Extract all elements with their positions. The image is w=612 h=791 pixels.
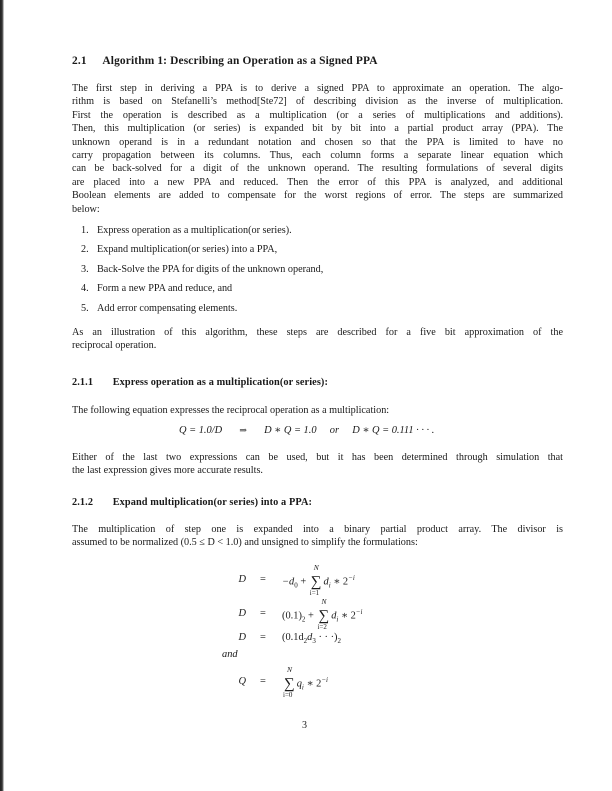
equation-part: Q = 1.0/D (179, 425, 223, 436)
list-number: 4. (81, 283, 89, 295)
subsection1-after (72, 451, 563, 478)
equation-rhs (282, 597, 363, 632)
term: d (307, 632, 313, 643)
subscript: 0 (294, 581, 298, 590)
equation-relation: = (260, 574, 266, 585)
summation-sign: ∑ N i=0 (283, 665, 295, 700)
equation-lhs: D (238, 608, 246, 619)
list-item (81, 283, 551, 302)
paragraph-line: rithm is based on Stefanelli’s method[Ste72] of describing division as the inverse of multiplication. (72, 96, 563, 108)
equation-array (222, 562, 430, 722)
paragraph-line: Either of the last two expressions can be used, but it has been determined through simulation that (72, 452, 563, 463)
paragraph-line: The first step in deriving a PPA is to derive a signed PPA to approximate an operation. The algo- (72, 83, 563, 94)
term: · · ·) (315, 632, 338, 643)
equation-lhs: D (238, 632, 246, 643)
term: ∗ 2 (330, 576, 349, 588)
implies-arrow: ⇒ (239, 425, 247, 435)
equation-rhs (282, 665, 328, 700)
section-title: Algorithm 1: Describing an Operation as a Signed PPA (102, 55, 378, 67)
equation-part: D ∗ Q = 1.0 (264, 425, 317, 436)
reciprocal-equation (179, 424, 434, 436)
subscript: 2 (337, 637, 341, 646)
paragraph-line: below: (72, 203, 100, 215)
equation-rhs (282, 632, 341, 645)
section-number: 2.1 (72, 55, 87, 67)
list-text: Add error compensating elements. (97, 302, 238, 314)
term: q (296, 678, 302, 690)
list-number: 2. (81, 244, 89, 256)
paragraph-line: Boolean elements are added to compensate for the worst regions of error. The steps are summarized (72, 190, 563, 202)
term: ∗ 2 (338, 610, 356, 622)
paragraph-line: unknown operand is in a redundant notation and chosen so that the PPA is limited to have no (72, 136, 563, 148)
list-number: 5. (81, 302, 89, 314)
paragraph-line: carry propagation between its columns. Thus, each column forms a separate linear equation which (72, 149, 563, 161)
list-text: Expand multiplication(or series) into a PPA, (97, 244, 278, 256)
list-text: Back-Solve the PPA for digits of the unknown operand, (97, 263, 324, 275)
equation-relation: = (260, 608, 266, 619)
term: (0.1) (282, 610, 302, 622)
subscript: i (301, 683, 304, 692)
equation-rhs (282, 563, 355, 598)
summation-sign: ∑ N i=2 (317, 597, 330, 632)
sum-upper-limit: N (321, 597, 327, 607)
intro-paragraph (72, 82, 563, 216)
subscript: 2 (301, 615, 306, 624)
term: (0.1d (282, 632, 304, 643)
page-number: 3 (302, 720, 307, 731)
section-heading (72, 55, 378, 67)
equation-or: or (329, 425, 340, 436)
operator: + (305, 610, 317, 622)
list-item (81, 244, 551, 263)
list-text: Express operation as a multiplication(or series). (97, 225, 292, 236)
superscript: −i (355, 608, 363, 616)
sum-upper-limit: N (313, 563, 319, 573)
paragraph-line: reciprocal operation. (72, 340, 157, 352)
subscript: i (336, 615, 339, 624)
subsection-number: 2.1.2 (72, 497, 94, 508)
subsection2-lead (72, 523, 563, 550)
subsection-heading-2-1-1 (72, 377, 328, 388)
equation-relation: = (260, 676, 266, 687)
equation-lhs: D (238, 574, 246, 585)
paragraph-line: The following equation expresses the reciprocal operation as a multiplication: (72, 405, 390, 416)
term: ∗ 2 (303, 678, 322, 690)
list-item (81, 264, 551, 283)
paragraph-line: Then, this multiplication (or series) is expanded bit by bit into a partial product array (PPA). The (72, 123, 563, 135)
and-label: and (222, 649, 238, 660)
paragraph-line: First the operation is described as a multiplication (or a series of multiplications and additions). (72, 109, 563, 121)
sum-lower-limit: i=2 (317, 623, 327, 632)
equation-lhs: Q (238, 676, 246, 687)
paragraph-line: assumed to be normalized (0.5 ≤ D < 1.0) and unsigned to simplify the formulations: (72, 537, 418, 549)
equation-part: D ∗ Q = 0.111 · · · . (352, 425, 435, 436)
list-item (81, 303, 551, 322)
subsection-title: Expand multiplication(or series) into a PPA: (112, 497, 313, 508)
sum-lower-limit: i=0 (283, 691, 293, 700)
sum-upper-limit: N (287, 665, 293, 675)
illustration-paragraph (72, 326, 563, 353)
term: −d (282, 576, 295, 588)
paragraph-line: are placed into a new PPA and reduced. Then the error of this PPA is analyzed, and additional (72, 176, 563, 188)
operator: + (297, 576, 309, 588)
paragraph-line: the last expression gives more accurate results. (72, 465, 263, 477)
subscript: i (328, 581, 331, 590)
paragraph-line: As an illustration of this algorithm, these steps are described for a five bit approximation of the (72, 327, 563, 338)
paragraph-line: The multiplication of step one is expanded into a binary partial product array. The divisor is (72, 524, 563, 535)
subsection-heading-2-1-2 (72, 497, 312, 508)
equation-relation: = (260, 632, 266, 643)
subscript: 3 (312, 637, 316, 646)
subscript: 2 (303, 637, 308, 646)
subsection-number: 2.1.1 (72, 377, 94, 388)
list-item (81, 225, 551, 244)
subsection-title: Express operation as a multiplication(or series): (112, 377, 328, 388)
superscript: −i (348, 574, 355, 582)
subsection1-lead (72, 404, 563, 417)
sum-lower-limit: i=1 (309, 589, 320, 598)
list-number: 3. (81, 263, 89, 275)
term: d (331, 610, 337, 622)
summation-sign: ∑ N i=1 (309, 563, 322, 598)
list-text: Form a new PPA and reduce, and (97, 283, 233, 295)
scan-border (0, 0, 4, 791)
steps-list (81, 225, 551, 322)
superscript: −i (321, 676, 328, 684)
paragraph-line: can be back-solved for a digit of the unknown operand. The resulting formulations of several digits (72, 163, 563, 175)
list-number: 1. (81, 225, 89, 236)
term: d (323, 576, 329, 588)
